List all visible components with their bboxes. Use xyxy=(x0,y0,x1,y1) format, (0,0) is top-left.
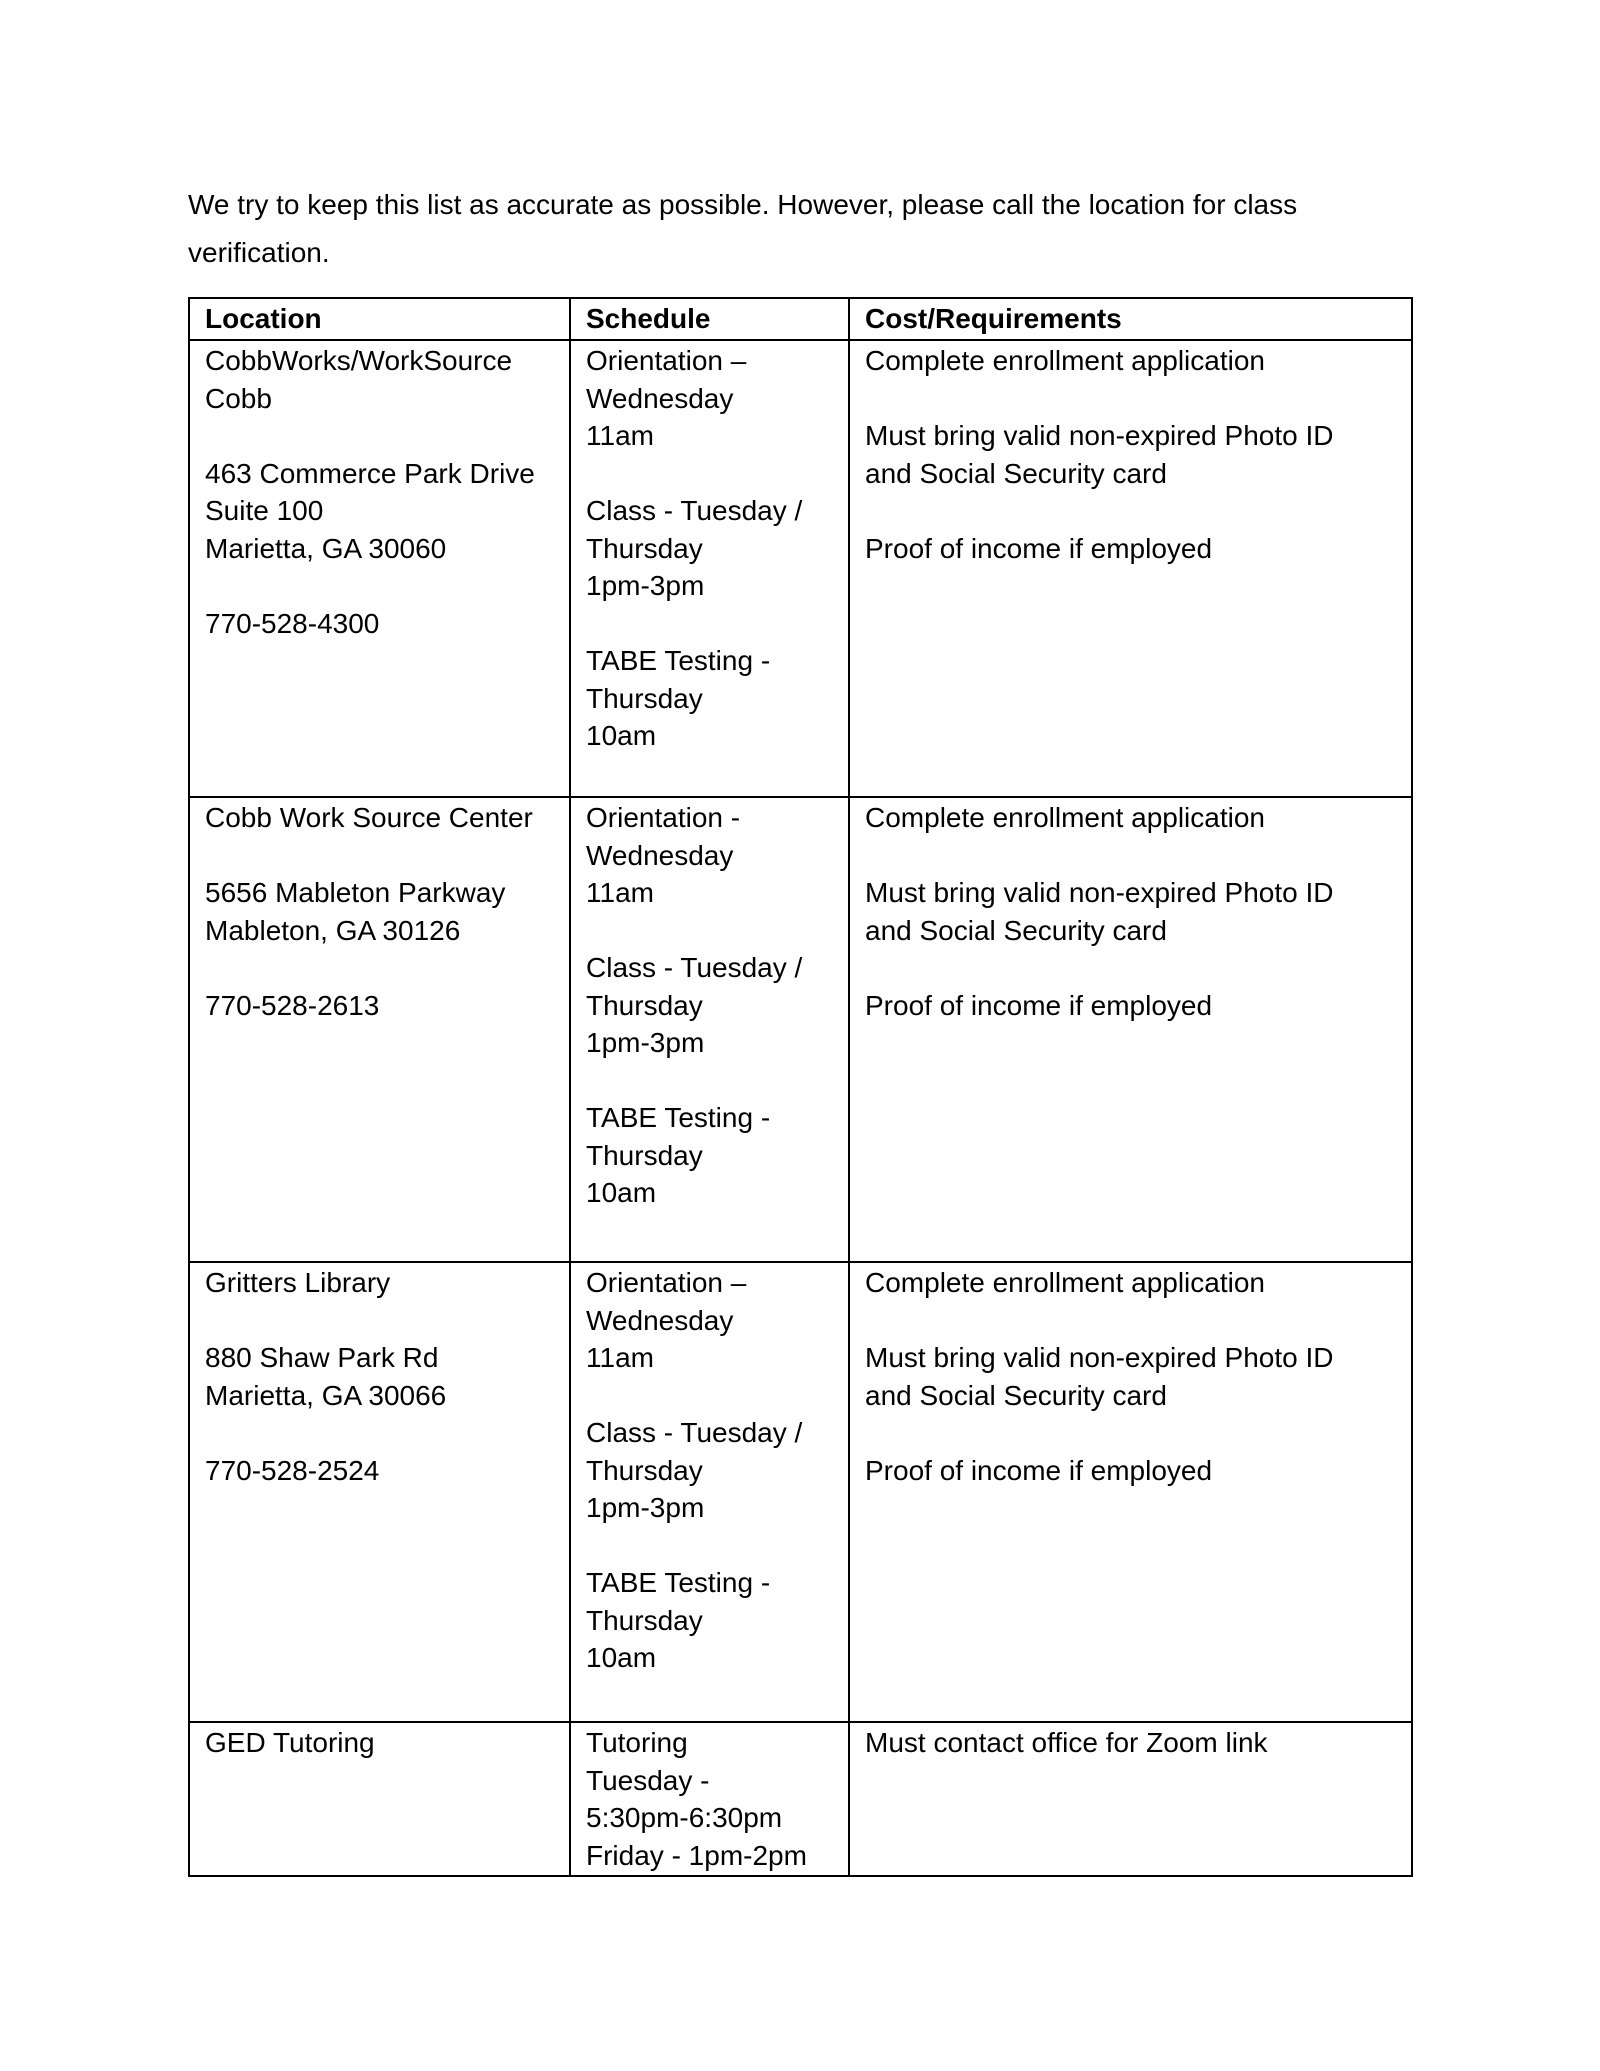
table-row-cobbworks xyxy=(189,340,1412,797)
location-cell: Gritters Library 880 Shaw Park Rd Marietta, GA 30066 770-528-2524 xyxy=(189,1262,570,1722)
header-cost-requirements: Cost/Requirements xyxy=(849,298,1412,340)
location-cell: Cobb Work Source Center 5656 Mableton Parkway Mableton, GA 30126 770-528-2613 xyxy=(189,797,570,1262)
intro-text: We try to keep this list as accurate as possible. However, please call the location for class verification. xyxy=(188,189,1298,268)
schedule-cell: Orientation - Wednesday 11am Class - Tuesday / Thursday 1pm-3pm TABE Testing - Thursday 10am xyxy=(570,797,849,1262)
table-row-ged-tutoring xyxy=(189,1722,1412,1876)
schedule-cell: Orientation – Wednesday 11am Class - Tuesday / Thursday 1pm-3pm TABE Testing - Thursday 10am xyxy=(570,340,849,797)
table-row-cobb-work-source-center xyxy=(189,797,1412,1262)
cost-requirements-cell: Complete enrollment application Must bring valid non-expired Photo ID and Social Security card Proof of income if employed xyxy=(849,340,1412,797)
cost-requirements-cell: Complete enrollment application Must bring valid non-expired Photo ID and Social Security card Proof of income if employed xyxy=(849,797,1412,1262)
cost-requirements-cell: Must contact office for Zoom link xyxy=(849,1722,1412,1876)
class-locations-table xyxy=(188,297,1413,1877)
location-cell: GED Tutoring xyxy=(189,1722,570,1876)
header-schedule: Schedule xyxy=(570,298,849,340)
page-content xyxy=(188,181,1412,1877)
header-location: Location xyxy=(189,298,570,340)
table-header-row xyxy=(189,298,1412,340)
cost-requirements-cell: Complete enrollment application Must bring valid non-expired Photo ID and Social Security card Proof of income if employed xyxy=(849,1262,1412,1722)
schedule-cell: Orientation – Wednesday 11am Class - Tuesday / Thursday 1pm-3pm TABE Testing - Thursday 10am xyxy=(570,1262,849,1722)
schedule-cell: Tutoring Tuesday - 5:30pm-6:30pm Friday - 1pm-2pm xyxy=(570,1722,849,1876)
location-cell: CobbWorks/WorkSource Cobb 463 Commerce Park Drive Suite 100 Marietta, GA 30060 770-528-4300 xyxy=(189,340,570,797)
table-row-gritters-library xyxy=(189,1262,1412,1722)
